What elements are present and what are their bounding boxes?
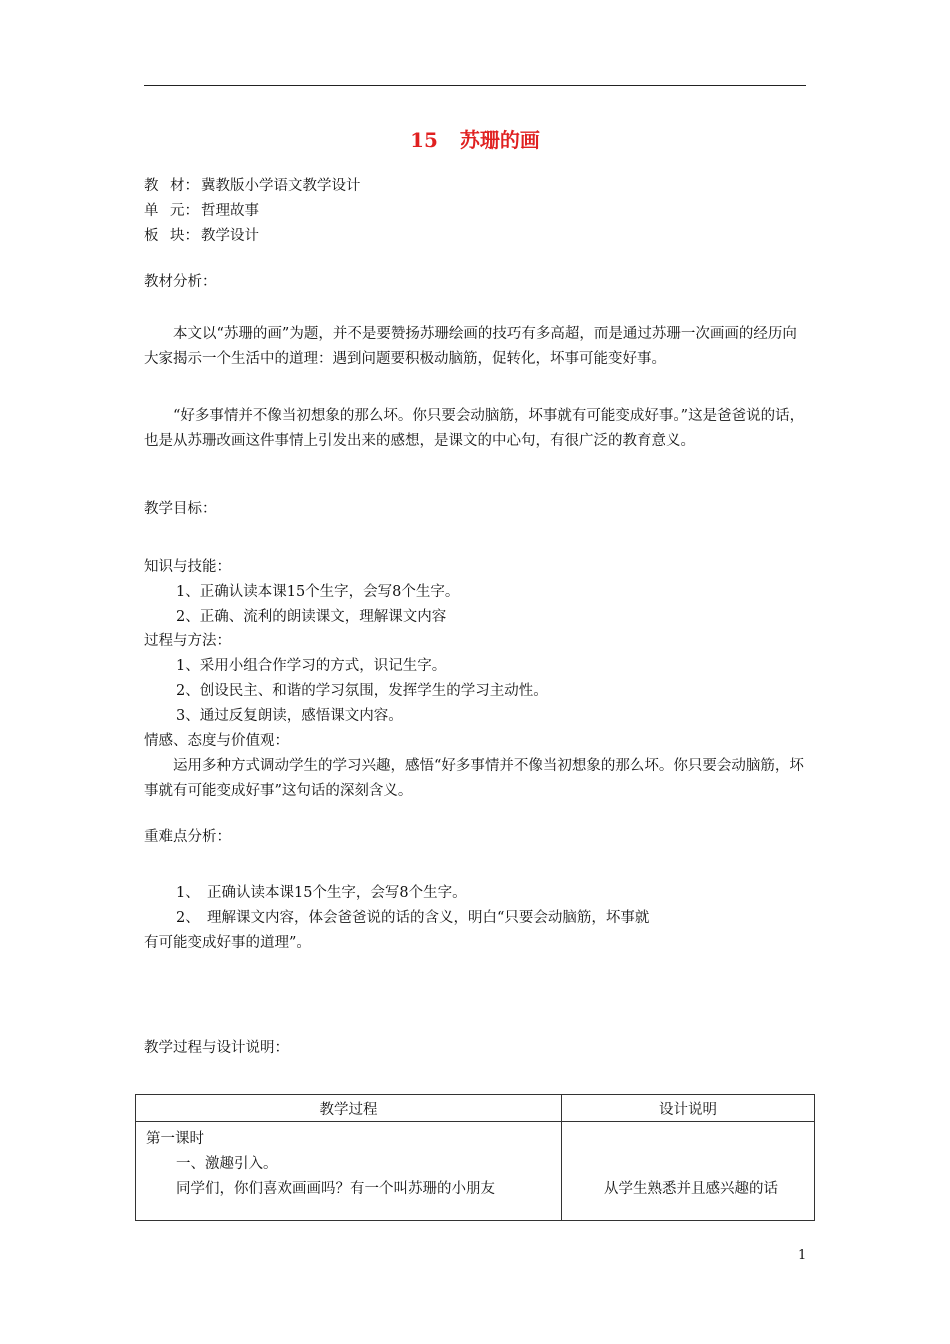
analysis-paragraph-1: 本文以“苏珊的画”为题，并不是要赞扬苏珊绘画的技巧有多高超，而是通过苏珊一次画画的经历向大家揭示一个生活中的道理：遇到问题要积极动脑筋，促转化，坏事可能变好事。 (144, 326, 797, 367)
notes-cell (562, 1122, 815, 1221)
key-point-2: 2、 理解课文内容，体会爸爸说的话的含义，明白“只要会动脑筋，坏事就 (176, 910, 650, 926)
analysis-heading: 教材分析： (144, 274, 217, 290)
emotion-paragraph: 运用多种方式调动学生的学习兴趣，感悟“好多事情并不像当初想象的那么坏。你只要会动脑筋，坏事就有可能变成好事”这句话的深刻含义。 (144, 758, 804, 799)
knowledge-heading: 知识与技能： (144, 559, 231, 575)
meta-unit: 单 元： 哲理故事 (144, 203, 259, 219)
header-rule (144, 85, 806, 86)
meta-textbook: 教 材： 冀教版小学语文教学设计 (144, 178, 361, 194)
lesson-process-table (135, 1094, 815, 1221)
table-row (136, 1122, 815, 1221)
design-note: 从学生熟悉并且感兴趣的话 (604, 1181, 778, 1197)
process-item: 2、创设民主、和谐的学习氛围，发挥学生的学习主动性。 (176, 683, 548, 699)
knowledge-item: 2、正确、流利的朗读课文，理解课文内容 (176, 609, 447, 625)
key-point-2-continued: 有可能变成好事的道理”。 (144, 935, 311, 951)
emotion-heading: 情感、态度与价值观： (144, 733, 289, 749)
analysis-paragraph-2: “好多事情并不像当初想象的那么坏。你只要会动脑筋，坏事就有可能变成好事。”这是爸爸说的话，也是从苏珊改画这件事情上引发出来的感想，是课文的中心句，有很广泛的教育意义。 (144, 408, 805, 449)
step-title: 一、激趣引入。 (176, 1156, 278, 1172)
lesson-period: 第一课时 (146, 1131, 204, 1147)
meta-block: 板 块： 教学设计 (144, 228, 259, 244)
key-points-heading: 重难点分析： (144, 829, 231, 845)
page-title (0, 124, 950, 153)
knowledge-item: 1、正确认读本课15个生字，会写8个生字。 (176, 584, 460, 600)
column-header-process: 教学过程 (136, 1095, 562, 1122)
lesson-number: 15 (410, 128, 438, 152)
process-design-heading: 教学过程与设计说明： (144, 1040, 289, 1056)
process-cell (136, 1122, 562, 1221)
process-item: 3、通过反复朗读，感悟课文内容。 (176, 708, 403, 724)
column-header-notes: 设计说明 (562, 1095, 815, 1122)
table-header-row (136, 1095, 815, 1122)
key-point-1: 1、 正确认读本课15个生字，会写8个生字。 (176, 885, 467, 901)
process-method-heading: 过程与方法： (144, 633, 231, 649)
goals-heading: 教学目标： (144, 501, 217, 517)
process-item: 1、采用小组合作学习的方式，识记生字。 (176, 658, 447, 674)
lesson-title: 苏珊的画 (459, 128, 540, 152)
page-number: 1 (798, 1248, 807, 1263)
step-text: 同学们，你们喜欢画画吗？有一个叫苏珊的小朋友 (176, 1181, 495, 1197)
